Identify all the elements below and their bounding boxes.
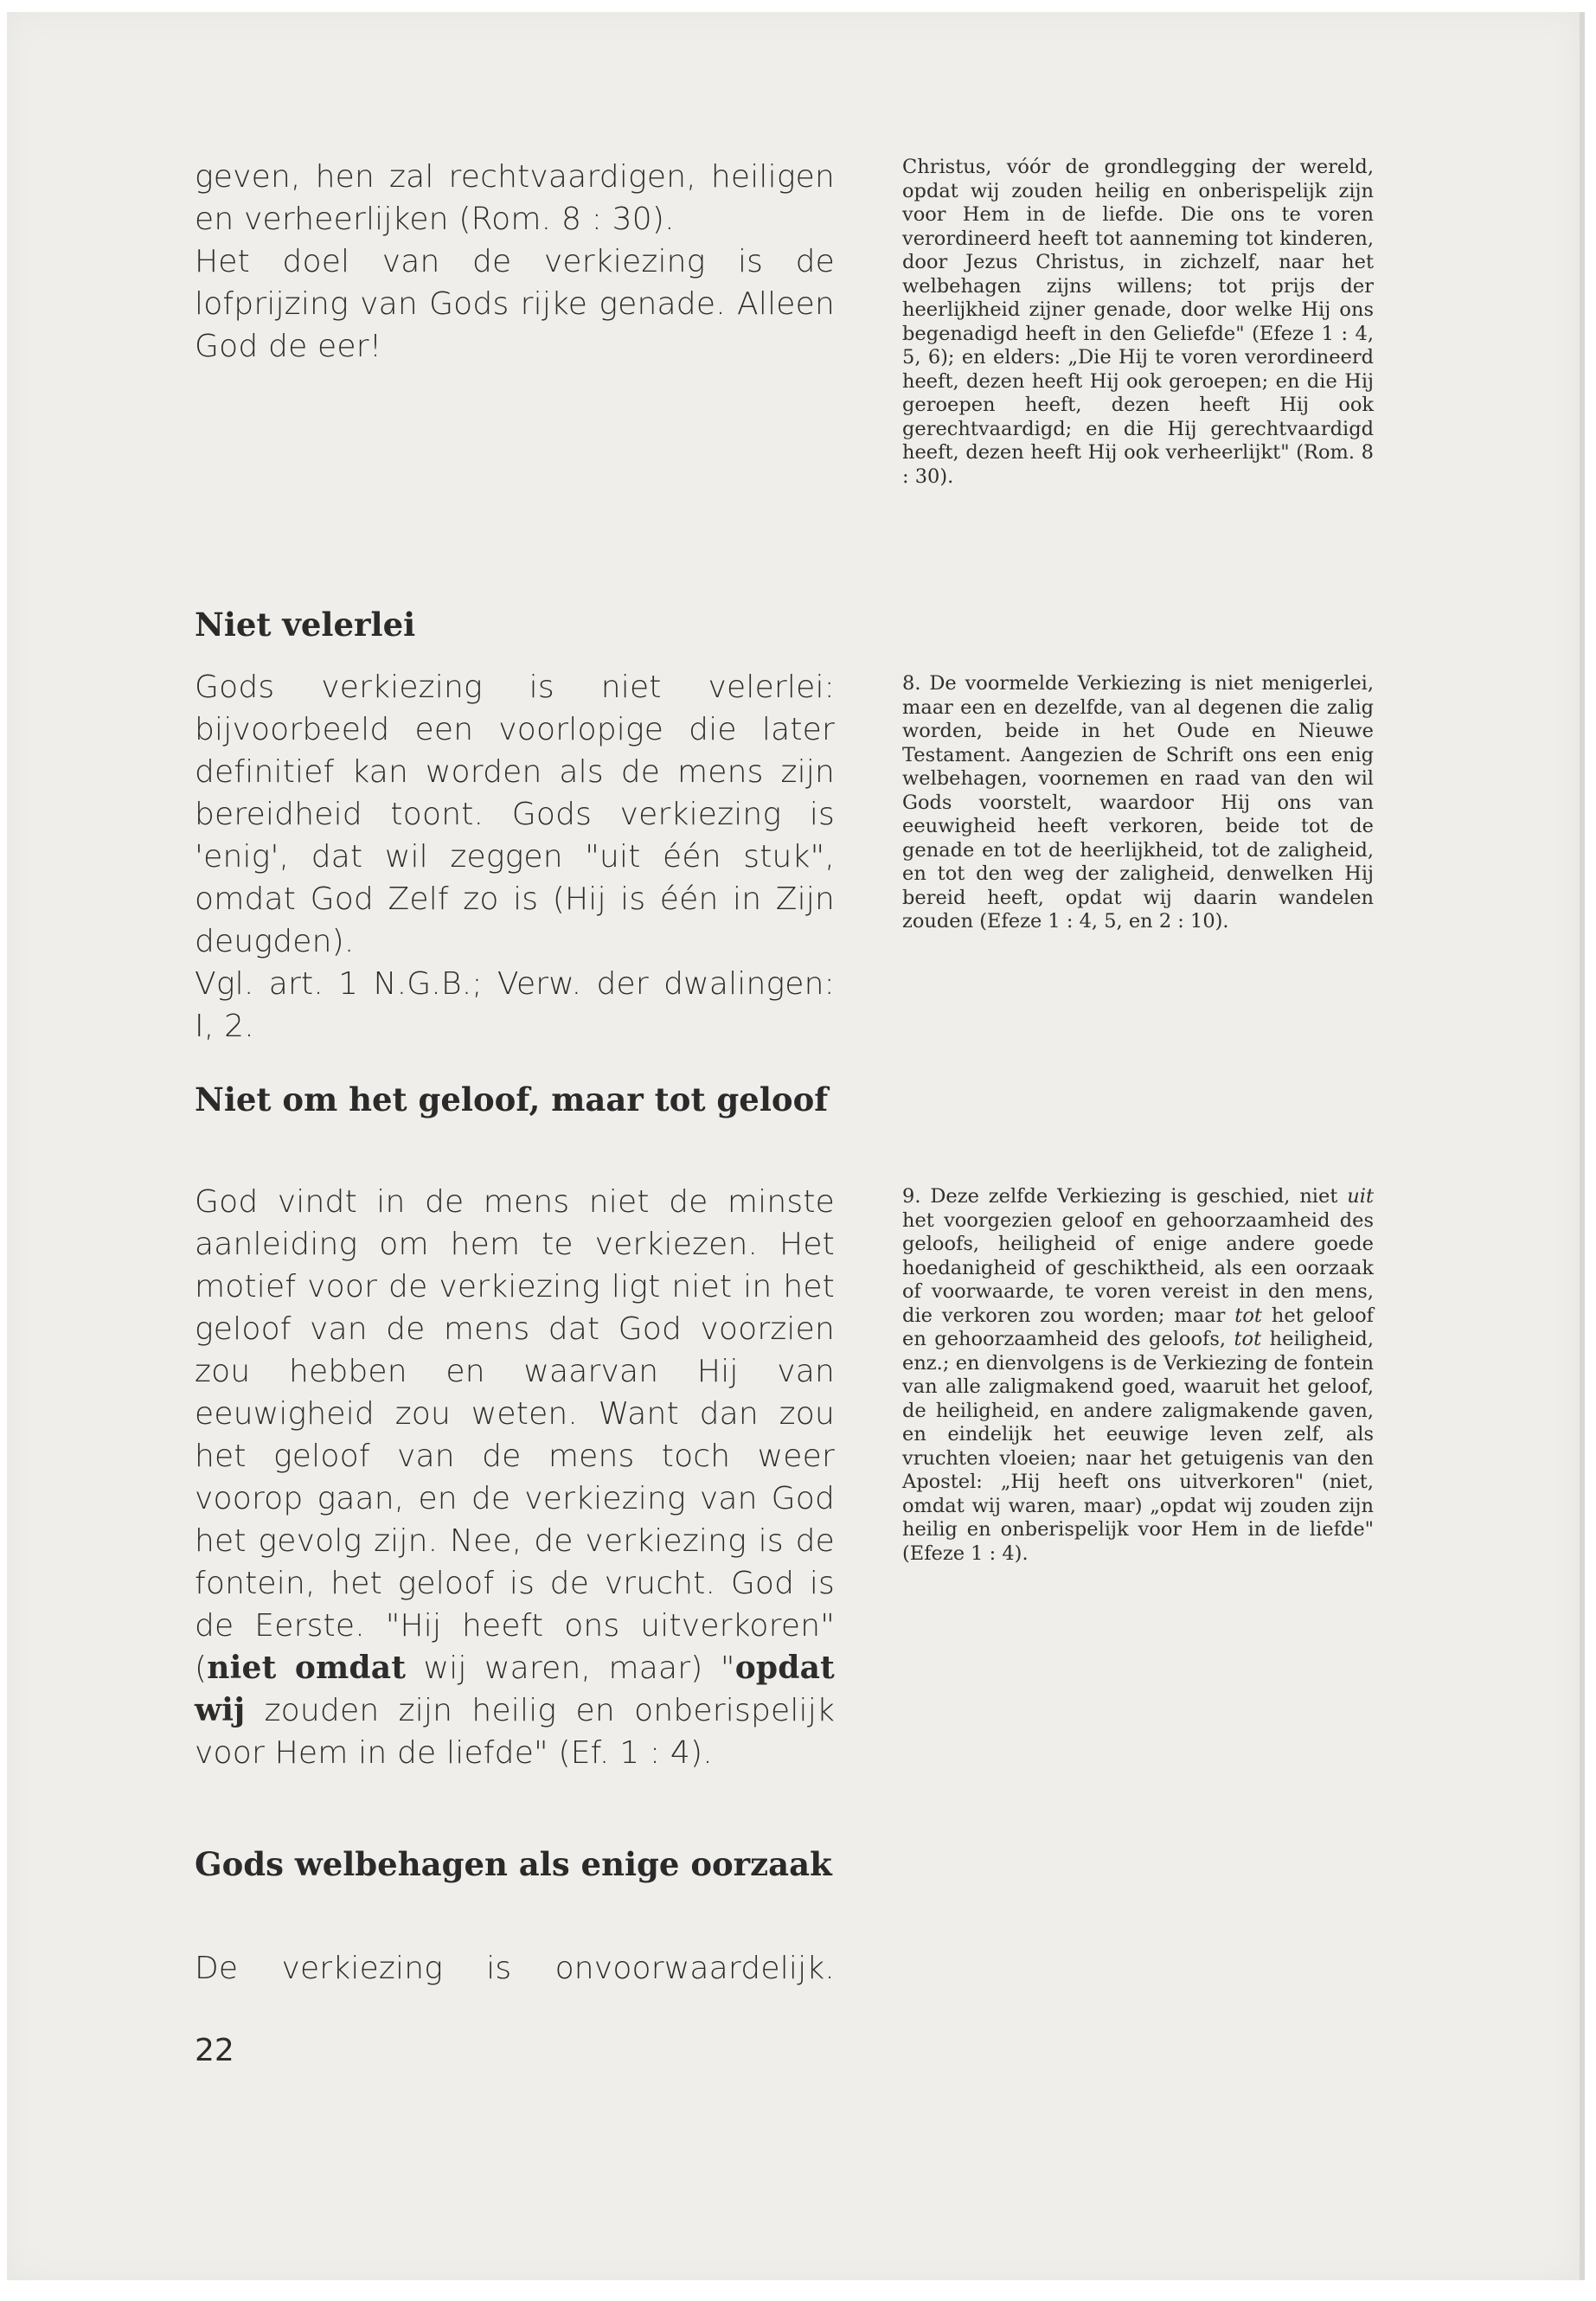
article-text-block-3 bbox=[902, 1185, 1374, 1566]
section-niet-velerlei-text bbox=[195, 666, 835, 1048]
article-9 bbox=[902, 1185, 1374, 1566]
page-number: 22 bbox=[195, 2033, 234, 2068]
article-text-block-1 bbox=[902, 156, 1374, 489]
article-9-italic-tot-1: tot bbox=[1234, 1304, 1262, 1327]
emphasis-opdat-wij: opdat wij bbox=[195, 1650, 835, 1728]
article-9-italic-tot-2: tot bbox=[1234, 1328, 1262, 1350]
geloof-text-part-2: wij waren, maar) " bbox=[406, 1650, 735, 1686]
intro-paragraph-2: Het doel van de verkiezing is de lofprijzing van Gods rijke genade. Alleen God de eer! bbox=[195, 244, 835, 364]
article-9-part-c: het geloof en gehoorzaamheid des geloofs, bbox=[902, 1304, 1374, 1350]
geloof-text-part-1: God vindt in de mens niet de minste aanleiding om hem te verkiezen. Het motief voor de verkiezing ligt niet in het geloof van de mens dat God voorzien zou hebben en waarvan Hij van eeuwigheid zou weten. Want dan zou het geloof van de mens toch weer voorop gaan, en de verkiezing van God het gevolg zijn. Nee, de verkiezing is de fontein, het geloof is de vrucht. God is de Eerste. "Hij heeft ons uitverkoren" ( bbox=[195, 1184, 835, 1686]
article-7-continuation: Christus, vóór de grondlegging der wereld, opdat wij zouden heilig en onberispelijk zijn voor Hem in de liefde. Die ons te voren verordineerd heeft tot aanneming tot kinderen, door Jezus Christus, in zichzelf, naar het welbehagen zijns willens; tot prijs der heerlijkheid zijner genade, door welke Hij ons begenadigd heeft in den Geliefde" (Efeze 1 : 4, 5, 6); en elders: „Die Hij te voren verordineerd heeft, dezen heeft Hij ook geroepen; en die Hij geroepen heeft, dezen heeft Hij ook gerechtvaardigd; en die Hij gerechtvaardigd heeft, dezen heeft Hij ook verheerlijkt" (Rom. 8 : 30). bbox=[902, 156, 1374, 488]
article-9-italic-uit: uit bbox=[1347, 1185, 1374, 1208]
section-geloof-text bbox=[195, 1181, 835, 1774]
niet-velerlei-reference: Vgl. art. 1 N.G.B.; Verw. der dwalingen: I, 2. bbox=[195, 966, 835, 1044]
intro-paragraph-1: geven, hen zal rechtvaardigen, heiligen en verheerlijken (Rom. 8 : 30). bbox=[195, 159, 835, 237]
intro-text bbox=[195, 156, 835, 368]
article-9-part-b: het voorgezien geloof en gehoorzaamheid des geloofs, heiligheid of enige andere goede hoedanigheid of geschiktheid, als een oorzaak of voorwaarde, te voren vereist in den mens, die verkoren zou worden; maar bbox=[902, 1208, 1374, 1327]
geloof-paragraph bbox=[195, 1181, 835, 1774]
heading-niet-velerlei: Niet velerlei bbox=[195, 606, 416, 644]
heading-niet-om-het-geloof: Niet om het geloof, maar tot geloof bbox=[195, 1080, 829, 1118]
geloof-text-part-3: zouden zijn heilig en onberispelijk voor Hem in de liefde" (Ef. 1 : 4). bbox=[195, 1693, 835, 1771]
heading-gods-welbehagen: Gods welbehagen als enige oorzaak bbox=[195, 1845, 832, 1883]
article-text-block-2 bbox=[902, 672, 1374, 934]
article-9-part-a: 9. Deze zelfde Verkiezing is geschied, niet bbox=[902, 1185, 1348, 1208]
article-9-part-d: heiligheid, enz.; en dienvolgens is de Verkiezing de fontein van alle zaligmakend goed, waaruit het geloof, de heiligheid, en andere zaligmakende gaven, en eindelijk het eeuwige leven zelf, als vruchten vloeien; naar het getuigenis van den Apostel: „Hij heeft ons uitverkoren" (niet, omdat wij waren, maar) „opdat wij zouden zijn heilig en onberispelijk voor Hem in de liefde" (Efeze 1 : 4). bbox=[902, 1328, 1374, 1565]
page-edge-shadow bbox=[1580, 12, 1585, 2280]
article-8: 8. De voormelde Verkiezing is niet menigerlei, maar een en dezelfde, van al degenen die zalig worden, beide in het Oude en Nieuwe Testament. Aangezien de Schrift ons een enig welbehagen, voornemen en raad van den wil Gods voorstelt, waardoor Hij ons van eeuwigheid heeft verkoren, beide tot de genade en tot de heerlijkheid, tot de zaligheid, en tot den weg der zaligheid, denwelken Hij bereid heeft, opdat wij daarin wandelen zouden (Efeze 1 : 4, 5, en 2 : 10). bbox=[902, 672, 1374, 933]
section-welbehagen-text bbox=[195, 1947, 835, 1990]
emphasis-niet-omdat: niet omdat bbox=[207, 1650, 407, 1686]
welbehagen-paragraph: De verkiezing is onvoorwaardelijk. bbox=[195, 1951, 835, 1986]
niet-velerlei-paragraph: Gods verkiezing is niet velerlei: bijvoorbeeld een voorlopige die later definitief kan worden als de mens zijn bereidheid toont. Gods verkiezing is 'enig', dat wil zeggen "uit één stuk", omdat God Zelf zo is (Hij is één in Zijn deugden). bbox=[195, 670, 835, 959]
